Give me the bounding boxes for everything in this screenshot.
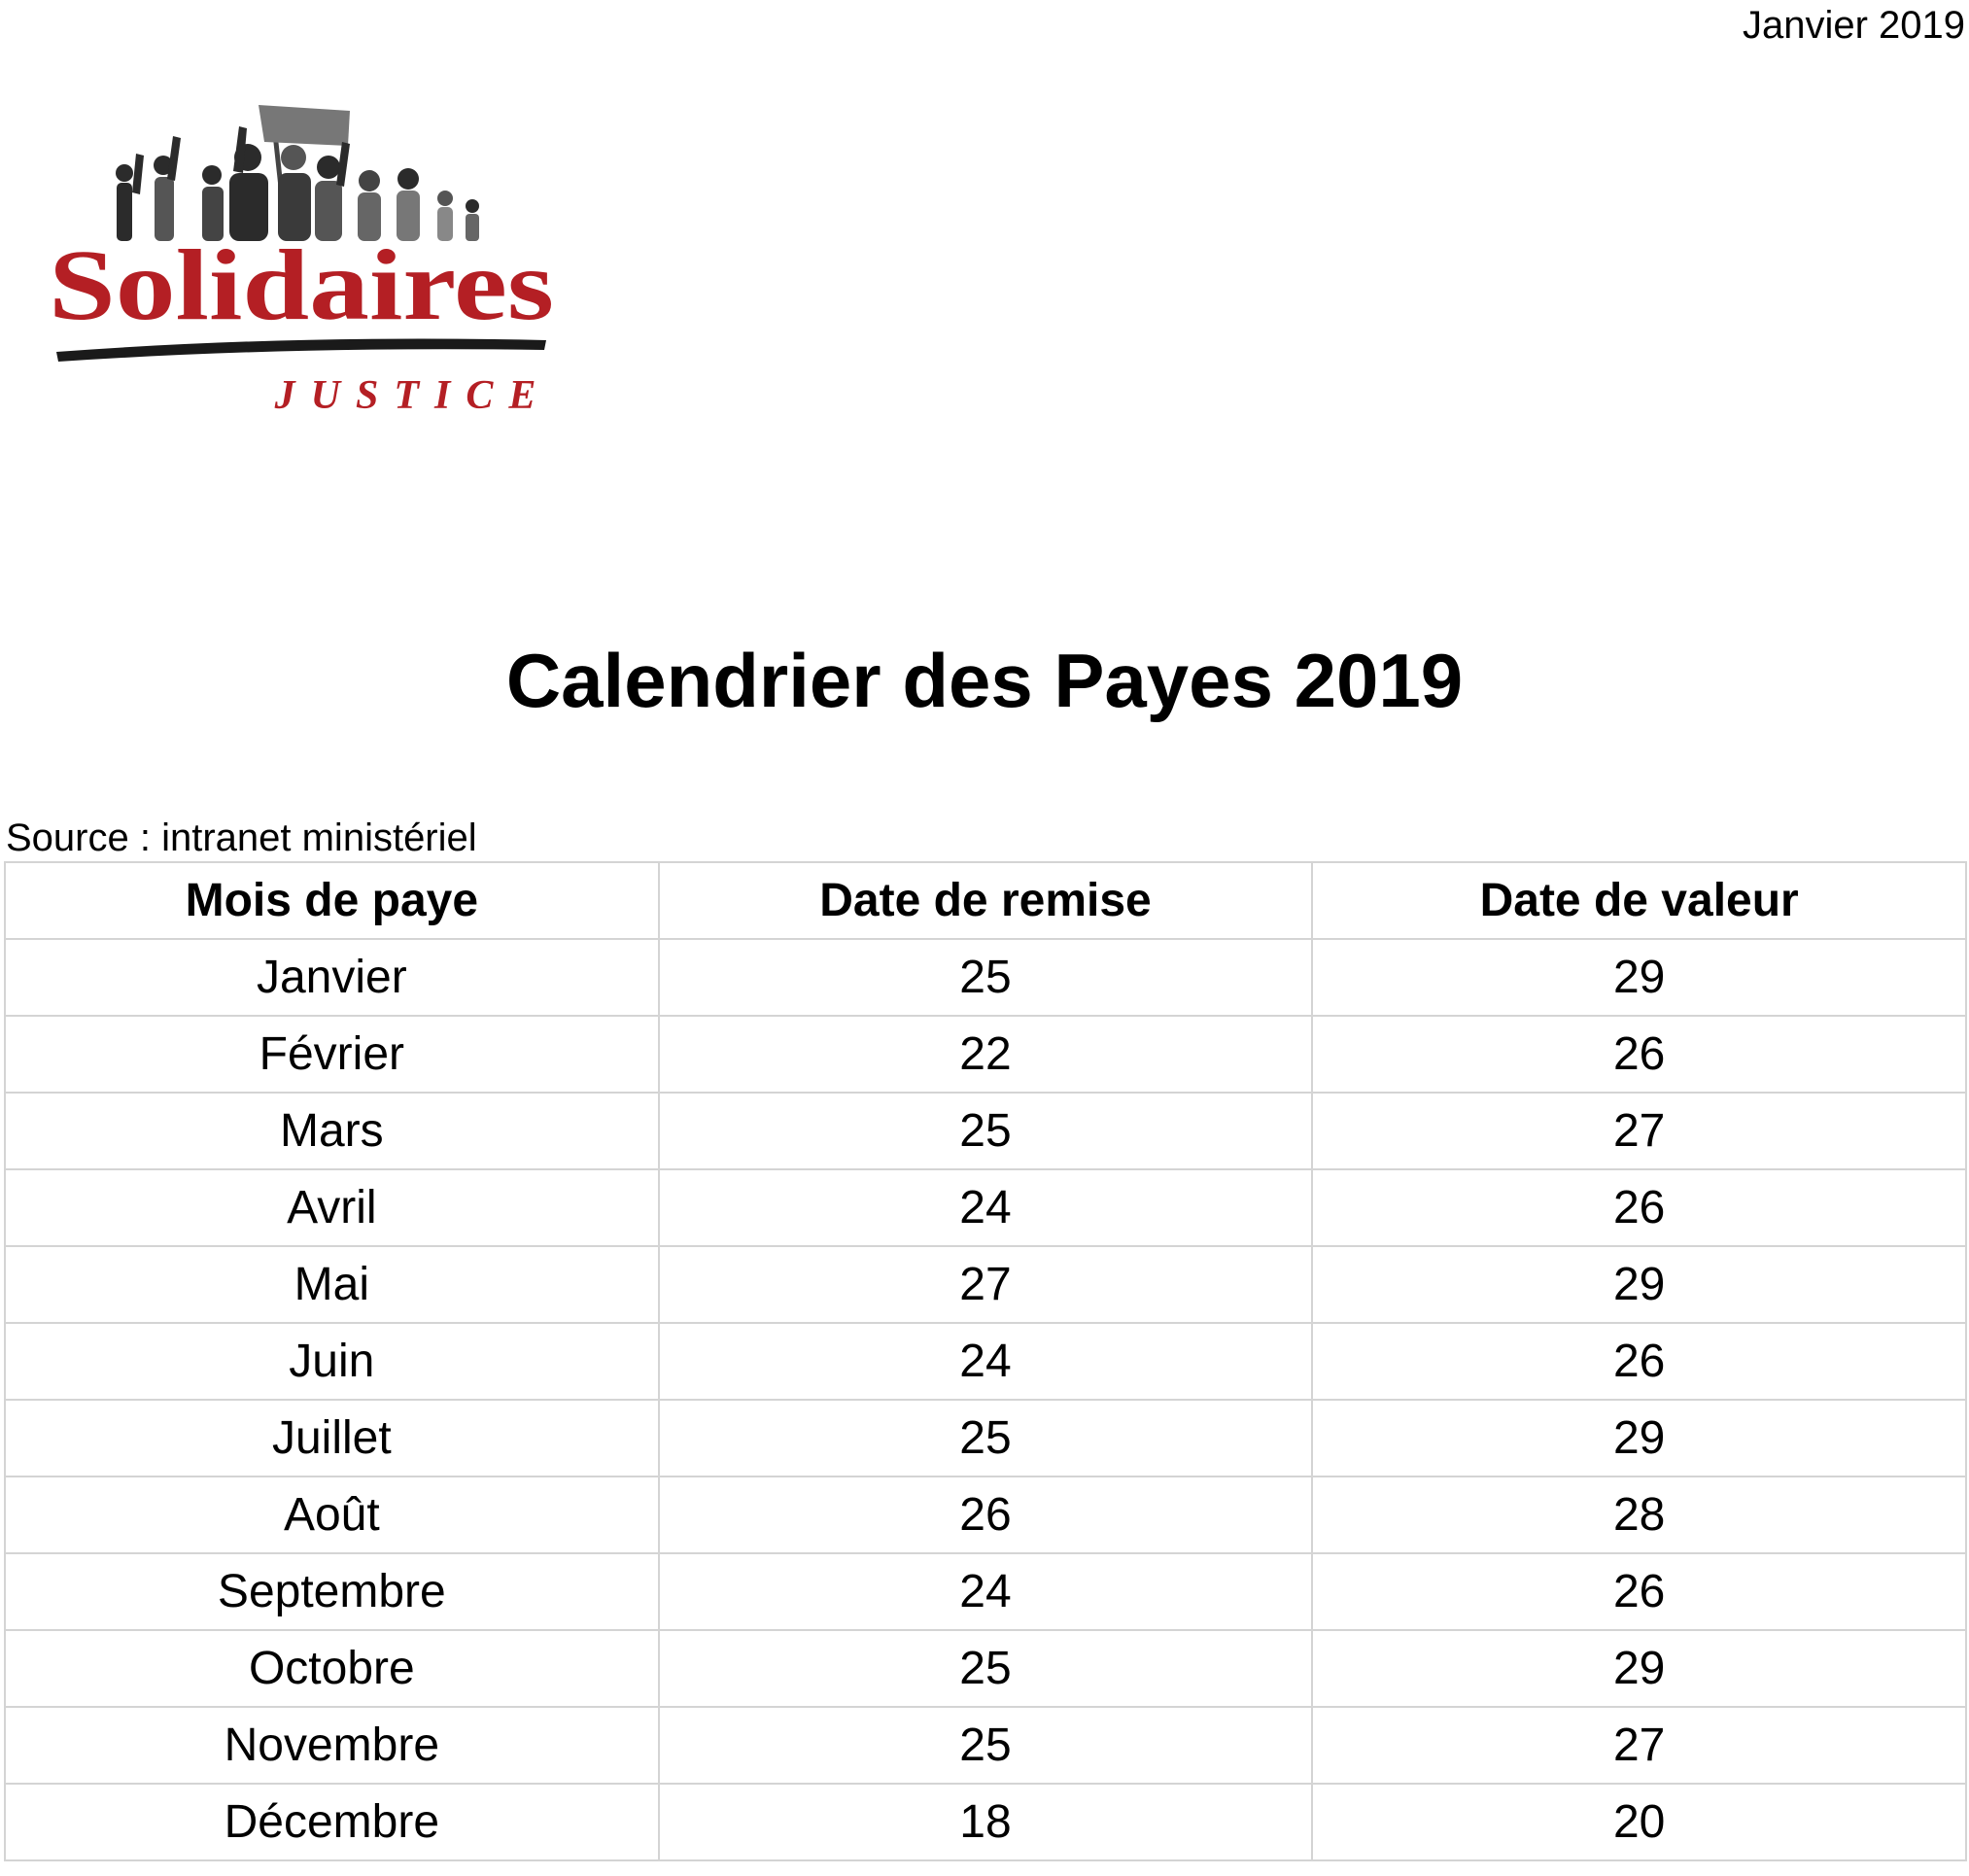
cell-date-remise: 22	[659, 1016, 1313, 1093]
cell-date-remise: 24	[659, 1323, 1313, 1400]
column-header-date-valeur: Date de valeur	[1312, 862, 1966, 939]
cell-date-remise: 25	[659, 1093, 1313, 1169]
table-row	[5, 1169, 1966, 1246]
cell-mois: Octobre	[5, 1630, 659, 1707]
cell-mois: Août	[5, 1476, 659, 1553]
table-row	[5, 1553, 1966, 1630]
cell-date-remise: 24	[659, 1169, 1313, 1246]
cell-mois: Février	[5, 1016, 659, 1093]
solidaires-justice-logo	[39, 97, 564, 447]
column-header-date-remise: Date de remise	[659, 862, 1313, 939]
table-row	[5, 1400, 1966, 1476]
cell-date-valeur: 27	[1312, 1093, 1966, 1169]
table-header-row	[5, 862, 1966, 939]
cell-mois: Avril	[5, 1169, 659, 1246]
table-row	[5, 939, 1966, 1016]
cell-date-valeur: 26	[1312, 1553, 1966, 1630]
cell-date-valeur: 20	[1312, 1784, 1966, 1860]
cell-date-remise: 25	[659, 939, 1313, 1016]
source-note: Source : intranet ministériel	[6, 816, 477, 859]
table-row	[5, 1630, 1966, 1707]
table-row	[5, 1707, 1966, 1784]
table-row	[5, 1093, 1966, 1169]
table-row	[5, 1016, 1966, 1093]
cell-mois: Mai	[5, 1246, 659, 1323]
cell-mois: Décembre	[5, 1784, 659, 1860]
cell-mois: Septembre	[5, 1553, 659, 1630]
page-title: Calendrier des Payes 2019	[505, 638, 1464, 723]
cell-date-remise: 25	[659, 1400, 1313, 1476]
cell-mois: Janvier	[5, 939, 659, 1016]
cell-date-valeur: 29	[1312, 1246, 1966, 1323]
cell-date-valeur: 27	[1312, 1707, 1966, 1784]
table-row	[5, 1476, 1966, 1553]
cell-date-remise: 25	[659, 1630, 1313, 1707]
cell-date-remise: 25	[659, 1707, 1313, 1784]
cell-date-valeur: 29	[1312, 939, 1966, 1016]
cell-date-valeur: 26	[1312, 1323, 1966, 1400]
cell-date-valeur: 26	[1312, 1016, 1966, 1093]
table-row	[5, 1323, 1966, 1400]
cell-mois: Juillet	[5, 1400, 659, 1476]
cell-date-valeur: 29	[1312, 1630, 1966, 1707]
cell-date-valeur: 26	[1312, 1169, 1966, 1246]
pay-calendar-table	[4, 861, 1967, 1861]
table-row	[5, 1784, 1966, 1860]
cell-mois: Juin	[5, 1323, 659, 1400]
logo-subtitle: JUSTICE	[274, 373, 552, 418]
cell-mois: Mars	[5, 1093, 659, 1169]
cell-date-valeur: 28	[1312, 1476, 1966, 1553]
logo-wordmark: Solidaires	[49, 229, 554, 341]
cell-date-remise: 24	[659, 1553, 1313, 1630]
table-row	[5, 1246, 1966, 1323]
cell-mois: Novembre	[5, 1707, 659, 1784]
cell-date-valeur: 29	[1312, 1400, 1966, 1476]
cell-date-remise: 27	[659, 1246, 1313, 1323]
cell-date-remise: 26	[659, 1476, 1313, 1553]
document-date: Janvier 2019	[1742, 4, 1965, 47]
cell-date-remise: 18	[659, 1784, 1313, 1860]
column-header-mois: Mois de paye	[5, 862, 659, 939]
